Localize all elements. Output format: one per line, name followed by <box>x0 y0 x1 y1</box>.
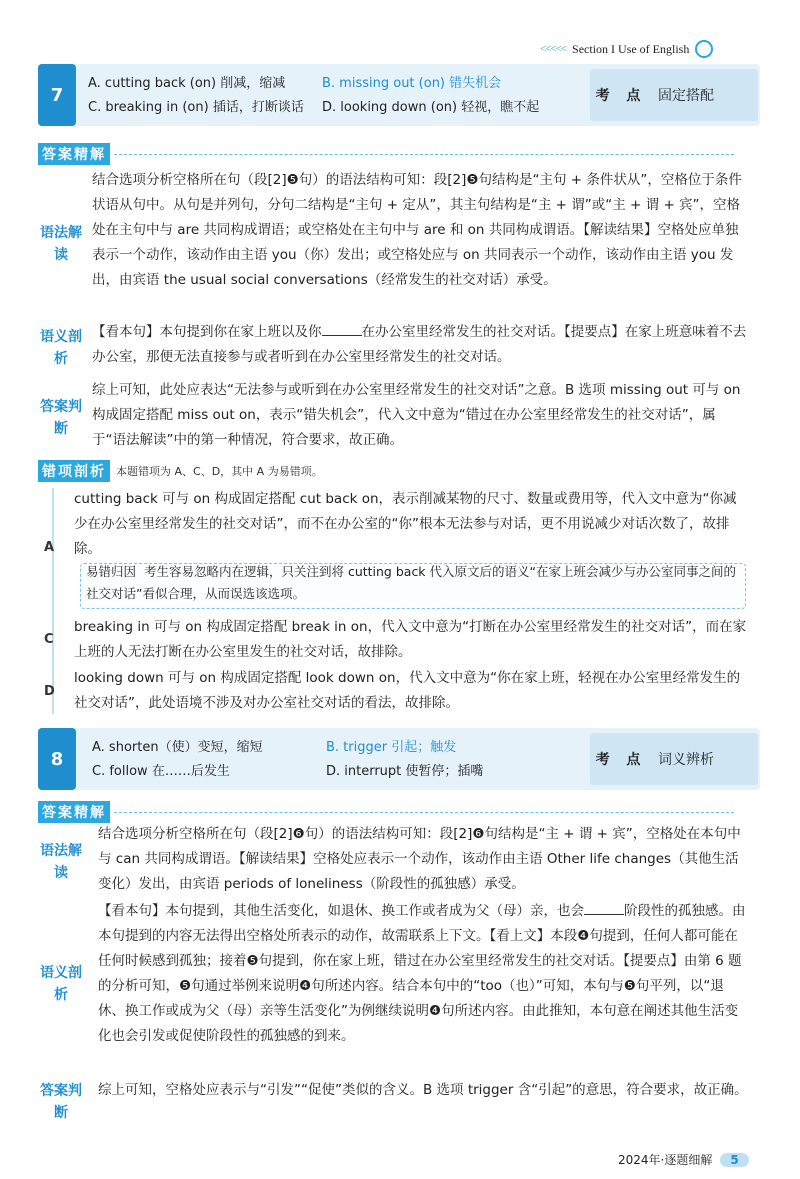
q8-kaodian <box>590 733 758 785</box>
running-header <box>540 40 713 58</box>
q7-grammar-label: 语法解读 <box>40 225 82 263</box>
wrong-d-text: looking down 可与 on 构成固定搭配 look down on，代入文中意为“你在家上班，轻视在办公室里经常发生的社交对话”，此处语境不涉及对办公室社交对话的看法，故排除。 <box>74 670 741 711</box>
section-title: Section I Use of English <box>572 41 690 56</box>
q8-option-c: C. follow 在……后发生 <box>92 764 230 779</box>
q8-grammar-label: 语法解读 <box>40 843 82 881</box>
wrong-d-letter: D <box>44 684 55 699</box>
wrong-a-text: cutting back 可与 on 构成固定搭配 cut back on，表示削减某物的尺寸、数量或费用等，代入文中意为“你减少在办公室里经常发生的社交对话”，而不在办公室的“你”根本无法参与对话，更不用说减少对话次数了，故排除。 <box>74 491 737 557</box>
q7-answer-head: 答案精解 <box>38 143 734 165</box>
q7-wrong-head: 错项剖析 本题错项为 A、C、D，其中 A 为易错项。 <box>38 460 323 482</box>
q7-option-b: B. missing out (on) 错失机会 <box>322 76 502 91</box>
q8-judge-label: 答案判断 <box>40 1083 82 1121</box>
q8-semantic-text: 【看本句】本句提到，其他生活变化，如退休、换工作或者成为父（母）亲，也会 阶段性的孤独感。由本句提到的内容无法得出空格处所表示的动作，故需联系上下文。【看上文】本段❹句提到，任何人都可能在任何时候感到孤独；接着❺句提到，你在家上班，错过在办公室里经常发生的社交对话。【提要点】由第 6 题的分析可知，❺句通过举例来说明❹句所述内容。结合本句中的“too（也）”可知，本句与❺句平列，以“退休、换工作或成为父（母）亲等生活变化”为例继续说明❹句所述内容。由此推知，本句意在阐述其他生活变化也会引发或促使阶段性的孤独感的到来。 <box>98 903 746 1044</box>
q7-option-d: D. looking down (on) 轻视，瞧不起 <box>322 100 540 115</box>
wrong-a-letter: A <box>44 540 55 555</box>
q7-number: 7 <box>38 64 76 126</box>
footer-text: 2024年·逐题细解 <box>618 1153 713 1167</box>
q7-option-c: C. breaking in (on) 插话，打断谈话 <box>88 100 304 115</box>
wrong-c-letter: C <box>44 632 54 647</box>
cuo-tag: 易错归因 <box>86 564 137 579</box>
q7-judge-label: 答案判断 <box>40 399 82 437</box>
footer <box>618 1151 749 1168</box>
q7-kaodian <box>590 69 758 121</box>
q8-option-b: B. trigger 引起；触发 <box>326 740 457 755</box>
wrong-sidebar <box>52 488 54 714</box>
arrows-icon: <<<<< <box>540 43 567 55</box>
q8-option-a: A. shorten（使）变短，缩短 <box>92 740 263 755</box>
q7-semantic-text: 【看本句】本句提到你在家上班以及你 在办公室里经常发生的社交对话。【提要点】在家上班意味着不去办公室，那便无法直接参与或者听到在办公室里经常发生的社交对话。 <box>92 324 747 365</box>
wrong-c-text: breaking in 可与 on 构成固定搭配 break in on，代入文中意为“打断在办公室里经常发生的社交对话”，而在家上班的人无法打断在办公室里发生的社交对话，故排除。 <box>74 619 747 660</box>
kaodian-label: 考 点 <box>595 752 647 768</box>
q8-semantic-label: 语义剖析 <box>40 965 82 1003</box>
cuo-text: 易错归因 考生容易忽略内在逻辑，只关注到将 cutting back 代入原文后的语义“在家上班会减少与办公室同事之间的社交对话”看似合理，从而误选该选项。 <box>86 564 736 601</box>
q7-semantic-label: 语义剖析 <box>40 329 82 367</box>
kaodian-value: 固定搭配 <box>658 88 714 104</box>
kaodian-label: 考 点 <box>595 88 647 104</box>
page-number: 5 <box>720 1153 748 1167</box>
q7-option-a: A. cutting back (on) 削减，缩减 <box>88 76 286 91</box>
kaodian-value: 词义辨析 <box>658 752 714 768</box>
q7-grammar-text: 结合选项分析空格所在句（段[2]❺句）的语法结构可知：段[2]❺句结构是“主句 + 条件状从”，空格位于条件状语从句中。从句是并列句，分句二结构是“主句 + 定从”，其主句结构是“主 + 谓”或“主 + 谓 + 宾”，空格处在主句中与 are 共同构成谓语；或空格处在主句中与 are 和 on 共同构成谓语。【解读结果】空格处应单独表示一个动作，该动作由主语 you（你）发出；或空格处应与 on 共同表示一个动作，该动作由主语 you 发出，由宾语 the usual social conversations（经常发生的社交对话）承受。 <box>92 172 742 288</box>
q8-judge-text: 综上可知，空格处应表示与“引发”“促使”类似的含义。B 选项 trigger 含“引起”的意思，符合要求，故正确。 <box>98 1082 748 1098</box>
q7-judge-text: 综上可知，此处应表达“无法参与或听到在办公室里经常发生的社交对话”之意。B 选项 missing out 可与 on 构成固定搭配 miss out on，表示“错失机会”，代入文中意为“错过在办公室里经常发生的社交对话”，属于“语法解读”中的第一种情况，符合要求，故正确。 <box>92 382 741 448</box>
search-circle-icon <box>695 40 713 58</box>
q8-answer-head: 答案精解 <box>38 801 734 823</box>
q8-number: 8 <box>38 728 76 790</box>
q8-grammar-text: 结合选项分析空格所在句（段[2]❻句）的语法结构可知：段[2]❻句结构是“主 + 谓 + 宾”，空格处在本句中与 can 共同构成谓语。【解读结果】空格处应表示一个动作，该动作由主语 Other life changes（其他生活变化）发出，由宾语 periods of loneliness（阶段性的孤独感）承受。 <box>98 826 741 892</box>
q8-option-d: D. interrupt 使暂停；插嘴 <box>326 764 484 779</box>
